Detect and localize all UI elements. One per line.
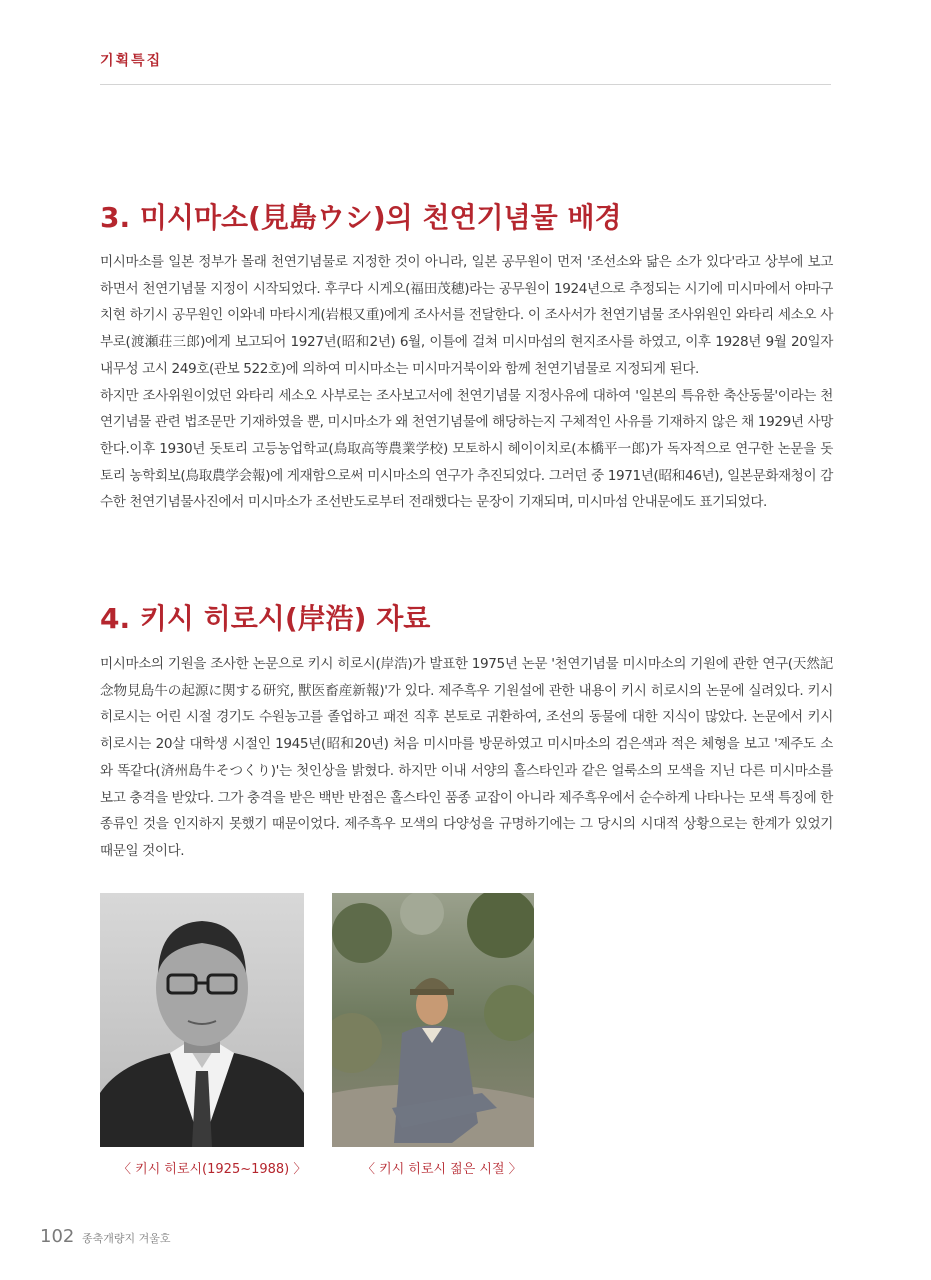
section-3-body [100, 249, 833, 516]
portrait-caption: 〈 키시 히로시(1925~1988) 〉 [118, 1162, 307, 1177]
page-number: 102 [40, 1226, 75, 1247]
magazine-name: 종축개량지 겨울호 [82, 1232, 171, 1245]
young-photo [332, 893, 534, 1147]
portrait-photo [100, 893, 304, 1147]
header-divider [100, 84, 831, 85]
section-4-paragraph-1: 미시마소의 기원을 조사한 논문으로 키시 히로시(岸浩)가 발표한 1975년 논문 '천연기념물 미시마소의 기원에 관한 연구(天然記念物見島牛の起源に関する研究, 獸医畜産新報)'가 있다. 제주흑우 기원설에 관한 내용이 키시 히로시의 논문에 실려있다. 키시 히로시는 어린 시절 경기도 수원농고를 졸업하고 패전 직후 본토로 귀환하여, 조선의 동물에 대한 지식이 많았다. 논문에서 키시 히로시는 20살 대학생 시절인 1945년(昭和20년) 처음 미시마를 방문하였고 미시마소의 검은색과 적은 체형을 보고 '제주도 소와 똑같다(済州島牛そつくり)'는 첫인상을 밝혔다. 하지만 이내 서양의 홀스타인과 같은 얼룩소의 모색을 지닌 다른 미시마소를 보고 충격을 받았다. 그가 충격을 받은 백반 반점은 홀스타인 품종 교잡이 아니라 제주흑우에서 순수하게 나타나는 모색 특징에 한 종류인 것을 인지하지 못했기 때문이었다. 제주흑우 모색의 다양성을 규명하기에는 그 당시의 시대적 상황으로는 한계가 있었기 때문일 것이다. [100, 656, 833, 859]
section-3-title: 3. 미시마소(見島ウシ)의 천연기념물 배경 [100, 201, 622, 234]
section-3-paragraph-1: 미시마소를 일본 정부가 몰래 천연기념물로 지정한 것이 아니라, 일본 공무원이 먼저 '조선소와 닮은 소가 있다'라고 상부에 보고하면서 천연기념물 지정이 시작되었다. 후쿠다 시게오(福田茂穂)라는 공무원이 1924년으로 추정되는 시기에 미시마에서 야마구치현 하기시 공무원인 이와네 마타시게(岩根又重)에게 조사서를 전달한다. 이 조사서가 천연기념물 조사위원인 와타리 세소오 사부로(渡瀬荘三郎)에게 보고되어 1927년(昭和2년) 6월, 이틀에 걸쳐 미시마섬의 현지조사를 하였고, 이후 1928년 9월 20일자 내무성 고시 249호(관보 522호)에 의하여 미시마소는 미시마거북이와 함께 천연기념물로 지정되게 된다. [100, 254, 833, 377]
portrait-photo-image [100, 893, 304, 1147]
section-header-label: 기획특집 [100, 53, 163, 69]
young-photo-image [332, 893, 534, 1147]
section-4-body [100, 651, 833, 865]
section-4-title: 4. 키시 히로시(岸浩) 자료 [100, 602, 431, 635]
young-photo-caption: 〈 키시 히로시 젊은 시절 〉 [362, 1162, 522, 1177]
section-3-paragraph-2: 하지만 조사위원이었던 와타리 세소오 사부로는 조사보고서에 천연기념물 지정사유에 대하여 '일본의 특유한 축산동물'이라는 천연기념물 관련 법조문만 기재하였을 뿐, 미시마소가 왜 천연기념물에 해당하는지 구체적인 사유를 기재하지 않은 채 1929년 사망한다.이후 1930년 돗토리 고등농업학교(鳥取高等農業学校) 모토하시 헤이이치로(本橋平一郎)가 독자적으로 연구한 논문을 돗토리 농학회보(鳥取農学会報)에 게재함으로써 미시마소의 연구가 추진되었다. 그러던 중 1971년(昭和46년), 일본문화재청이 감수한 천연기념물사진에서 미시마소가 조선반도로부터 전래했다는 문장이 기재되며, 미시마섬 안내문에도 표기되었다. [100, 387, 833, 511]
